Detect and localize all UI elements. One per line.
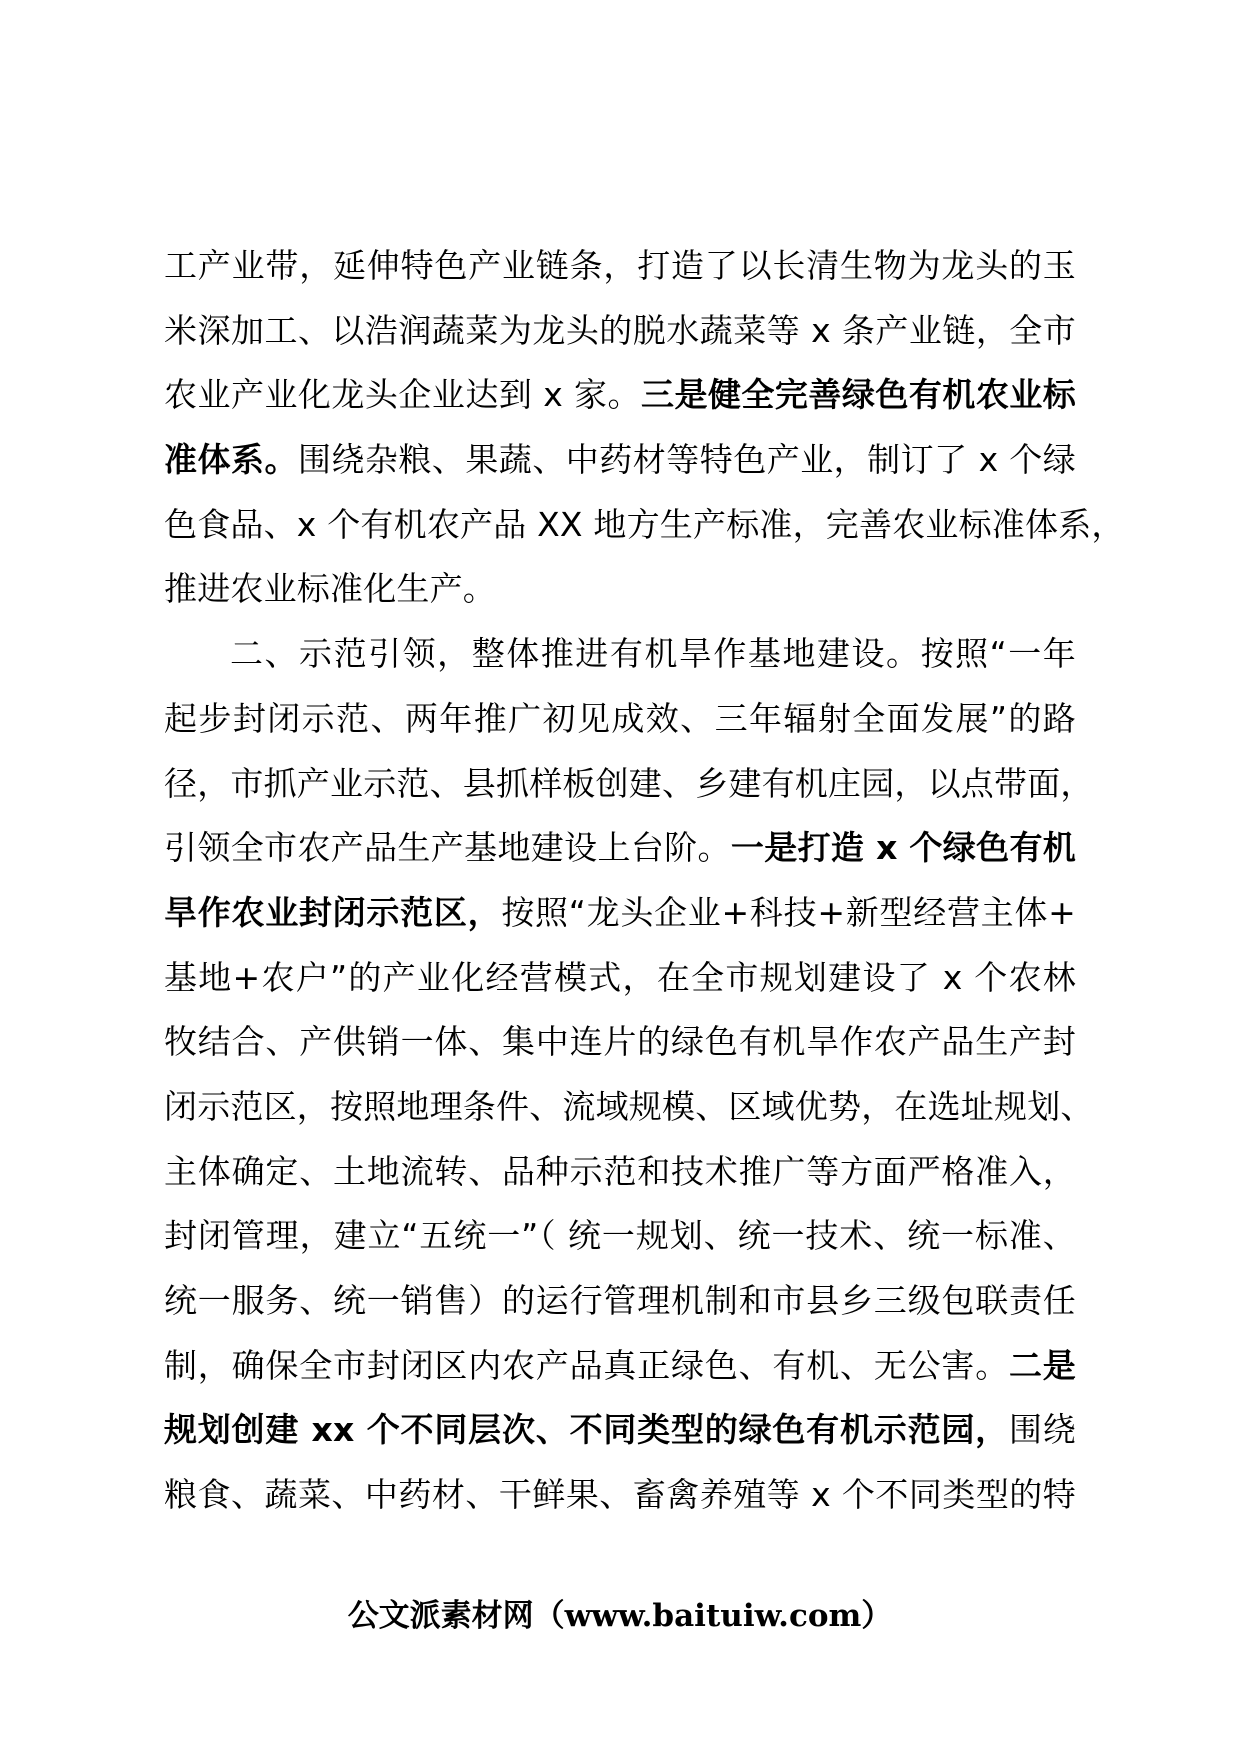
text-segment: 推进农业标准化生产。	[164, 569, 496, 609]
text-line	[164, 881, 1076, 946]
text-line	[164, 557, 1076, 622]
text-segment: 统一服务、统一销售）的运行管理机制和市县乡三级包联责任	[164, 1281, 1076, 1320]
text-line	[164, 1010, 1076, 1075]
text-segment: 围绕	[1009, 1410, 1077, 1450]
bold-text-segment: 三是健全完善绿色有机农业标	[640, 375, 1076, 415]
text-segment: 封闭管理，建立“五统一”（ 统一规划、统一技术、统一标准、	[164, 1216, 1076, 1256]
bold-text-segment: 一是打造 x 个绿色有机	[730, 828, 1076, 868]
text-segment: 色食品、x 个有机农产品 XX 地方生产标准，完善农业标准体系，	[164, 504, 1125, 544]
text-segment: 米深加工、以浩润蔬菜为龙头的脱水蔬菜等 x 条产业链，全市	[164, 310, 1076, 350]
text-line	[164, 234, 1076, 299]
text-line	[164, 1140, 1076, 1205]
text-line	[164, 1204, 1076, 1269]
text-segment: 基地+农户”的产业化经营模式，在全市规划建设了 x 个农林	[164, 957, 1076, 997]
text-segment: 围绕杂粮、果蔬、中药材等特色产业，制订了 x 个绿	[297, 440, 1076, 480]
text-segment: 二、示范引领，整体推进有机旱作基地建设。按照“一年	[230, 634, 1076, 674]
text-segment: 闭示范区，按照地理条件、流域规模、区域优势，在选址规划、	[164, 1086, 1094, 1126]
text-line	[164, 752, 1094, 817]
text-segment: 农业产业化龙头企业达到 x 家。	[164, 375, 641, 415]
text-line	[164, 428, 1076, 493]
bold-text-segment: 规划创建 xx 个不同层次、不同类型的绿色有机示范园，	[164, 1410, 1009, 1450]
text-line	[164, 1075, 1094, 1140]
text-segment: 按照“龙头企业+科技+新型经营主体+	[501, 892, 1076, 932]
text-line	[164, 1269, 1076, 1334]
text-line	[164, 687, 1076, 752]
text-segment: 引领全市农产品生产基地建设上台阶。	[164, 828, 731, 868]
text-segment: 工产业带，延伸特色产业链条，打造了以长清生物为龙头的玉	[164, 246, 1076, 285]
text-segment: 径，市抓产业示范、县抓样板创建、乡建有机庄园，以点带面，	[164, 763, 1094, 803]
text-segment: 主体确定、土地流转、品种示范和技术推广等方面严格准入，	[164, 1151, 1076, 1191]
text-line	[164, 493, 1125, 558]
text-line	[164, 622, 1076, 687]
text-segment: 制，确保全市封闭区内农产品真正绿色、有机、无公害。	[164, 1345, 1009, 1385]
footer-watermark: 公文派素材网（www.baituiw.com）	[347, 1598, 893, 1634]
bold-text-segment: 旱作农业封闭示范区，	[164, 892, 502, 932]
bold-text-segment: 二是	[1009, 1345, 1077, 1385]
text-line	[164, 363, 1076, 428]
text-segment: 起步封闭示范、两年推广初见成效、三年辐射全面发展”的路	[164, 698, 1076, 738]
text-line	[164, 1334, 1076, 1399]
text-line	[164, 1463, 1076, 1528]
document-body	[164, 234, 1125, 1528]
bold-text-segment: 准体系。	[164, 440, 298, 480]
text-line	[164, 1398, 1076, 1463]
text-line	[164, 946, 1076, 1011]
text-segment: 牧结合、产供销一体、集中连片的绿色有机旱作农产品生产封	[164, 1022, 1076, 1062]
text-line	[164, 299, 1076, 364]
text-segment: 粮食、蔬菜、中药材、干鲜果、畜禽养殖等 x 个不同类型的特	[164, 1475, 1076, 1515]
text-line	[164, 816, 1076, 881]
